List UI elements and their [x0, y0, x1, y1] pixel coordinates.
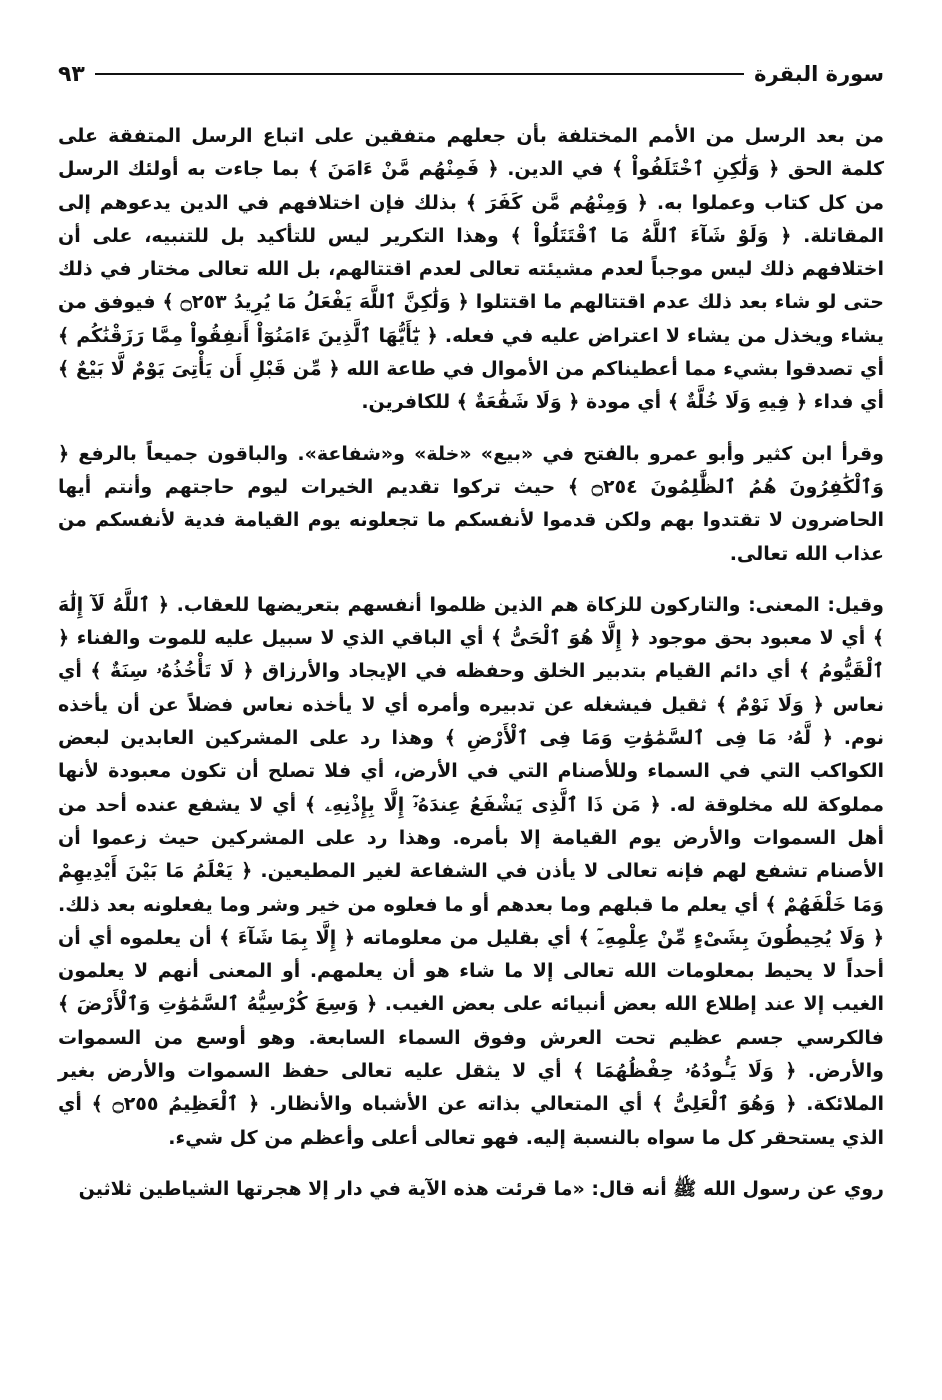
page-body — [58, 120, 884, 1206]
paragraph — [58, 589, 884, 1155]
page-header — [58, 58, 884, 90]
page-number: ٩٣ — [58, 61, 85, 87]
paragraph — [58, 120, 884, 420]
surah-title: سورة البقرة — [754, 62, 884, 86]
paragraph — [58, 438, 884, 571]
paragraph-text: روي عن رسول الله ﷺ أنه قال: «ما قرئت هذه الآية في دار إلا هجرتها الشياطين ثلاثين — [78, 1177, 884, 1200]
paragraph-text: من بعد الرسل من الأمم المختلفة بأن جعلهم متفقين على اتباع الرسل المتفقة على كلمة الحق ﴿ وَلَٰكِنِ ٱخْتَلَفُواْ ﴾ في الدين. ﴿ فَمِنْهُم مَّنْ ءَامَنَ ﴾ بما جاءت به أولئك الرسل من كل كتاب وعملوا به. ﴿ وَمِنْهُم مَّن كَفَرَ ﴾ بذلك فإن اختلافهم في الدين يدعوهم إلى المقاتلة. ﴿ وَلَوْ شَآءَ ٱللَّهُ مَا ٱقْتَتَلُواْ ﴾ وهذا التكرير ليس للتأكيد بل للتنبيه، على أن اختلافهم ذلك ليس موجباً لعدم مشيئته تعالى لعدم اقتتالهم، بل الله تعالى مختار في ذلك حتى لو شاء بعد ذلك عدم اقتتالهم ما اقتتلوا ﴿ وَلَٰكِنَّ ٱللَّهَ يَفْعَلُ مَا يُرِيدُ ۝٢٥٣ ﴾ فيوفق من يشاء ويخذل من يشاء لا اعتراض عليه في فعله. ﴿ يَٰٓأَيُّهَا ٱلَّذِينَ ءَامَنُوٓاْ أَنفِقُواْ مِمَّا رَزَقْنَٰكُم ﴾ أي تصدقوا بشيء مما أعطيناكم من الأموال في طاعة الله ﴿ مِّن قَبْلِ أَن يَأْتِىَ يَوْمٌ لَّا بَيْعٌ ﴾ أي فداء ﴿ فِيهِ وَلَا خُلَّةٌ ﴾ أي مودة ﴿ وَلَا شَفَٰعَةٌ ﴾ للكافرين. — [58, 125, 884, 414]
paragraph — [58, 1173, 884, 1206]
paragraph-text: وقيل: المعنى: والتاركون للزكاة هم الذين ظلموا أنفسهم بتعريضها للعقاب. ﴿ ٱللَّهُ لَآ إِلَٰهَ ﴾ أي لا معبود بحق موجود ﴿ إِلَّا هُوَ ٱلْحَىُّ ﴾ أي الباقي الذي لا سبيل عليه للموت والفناء ﴿ ٱلْقَيُّومُ ﴾ أي دائم القيام بتدبير الخلق وحفظه في الإيجاد والأرزاق ﴿ لَا تَأْخُذُهُۥ سِنَةٌ ﴾ أي نعاس ﴿ وَلَا نَوْمٌ ﴾ ثقيل فيشغله عن تدبيره وأمره أي لا يأخذه نعاس فضلاً عن أن يأخذه نوم. ﴿ لَّهُۥ مَا فِى ٱلسَّمَٰوَٰتِ وَمَا فِى ٱلْأَرْضِ ﴾ وهذا رد على المشركين العابدين لبعض الكواكب التي في السماء وللأصنام التي في الأرض، أي فلا تصلح أن تكون معبودة لأنها مملوكة لله مخلوقة له. ﴿ مَن ذَا ٱلَّذِى يَشْفَعُ عِندَهُۥٓ إِلَّا بِإِذْنِهِۦ ﴾ أي لا يشفع عنده أحد من أهل السموات والأرض يوم القيامة إلا بأمره. وهذا رد على المشركين حيث زعموا أن الأصنام تشفع لهم فإنه تعالى لا يأذن في الشفاعة لغير المطيعين. ﴿ يَعْلَمُ مَا بَيْنَ أَيْدِيهِمْ وَمَا خَلْفَهُمْ ﴾ أي يعلم ما قبلهم وما بعدهم أو ما فعلوه من خير وشر وما يفعلونه بعد ذلك. ﴿ وَلَا يُحِيطُونَ بِشَىْءٍ مِّنْ عِلْمِهِۦٓ ﴾ أي بقليل من معلوماته ﴿ إِلَّا بِمَا شَآءَ ﴾ أن يعلموه أي أن أحداً لا يحيط بمعلومات الله تعالى إلا ما شاء هو أن يعلمهم. أو المعنى أنهم لا يعلمون الغيب إلا عند إطلاع الله بعض أنبيائه على بعض الغيب. ﴿ وَسِعَ كُرْسِيُّهُ ٱلسَّمَٰوَٰتِ وَٱلْأَرْضَ ﴾ فالكرسي جسم عظيم تحت العرش وفوق السماء السابعة. وهو أوسع من السموات والأرض. ﴿ وَلَا يَـُٔودُهُۥ حِفْظُهُمَا ﴾ أي لا يثقل عليه تعالى حفظ السموات والأرض بغير الملائكة. ﴿ وَهُوَ ٱلْعَلِىُّ ﴾ أي المتعالي بذاته عن الأشباه والأنظار. ﴿ ٱلْعَظِيمُ ۝٢٥٥ ﴾ أي الذي يستحقر كل ما سواه بالنسبة إليه. فهو تعالى أعلى وأعظم من كل شيء. — [58, 593, 884, 1149]
header-rule — [95, 73, 744, 75]
paragraph-text: وقرأ ابن كثير وأبو عمرو بالفتح في «بيع» «خلة» و«شفاعة». والباقون جميعاً بالرفع ﴿ وَٱلْكَٰفِرُونَ هُمُ ٱلظَّٰلِمُونَ ۝٢٥٤ ﴾ حيث تركوا تقديم الخيرات ليوم حاجتهم وأنتم أيها الحاضرون لا تقتدوا بهم ولكن قدموا لأنفسكم ما تجعلونه يوم القيامة فدية لأنفسكم من عذاب الله تعالى. — [58, 442, 884, 565]
document-page — [58, 58, 884, 1358]
